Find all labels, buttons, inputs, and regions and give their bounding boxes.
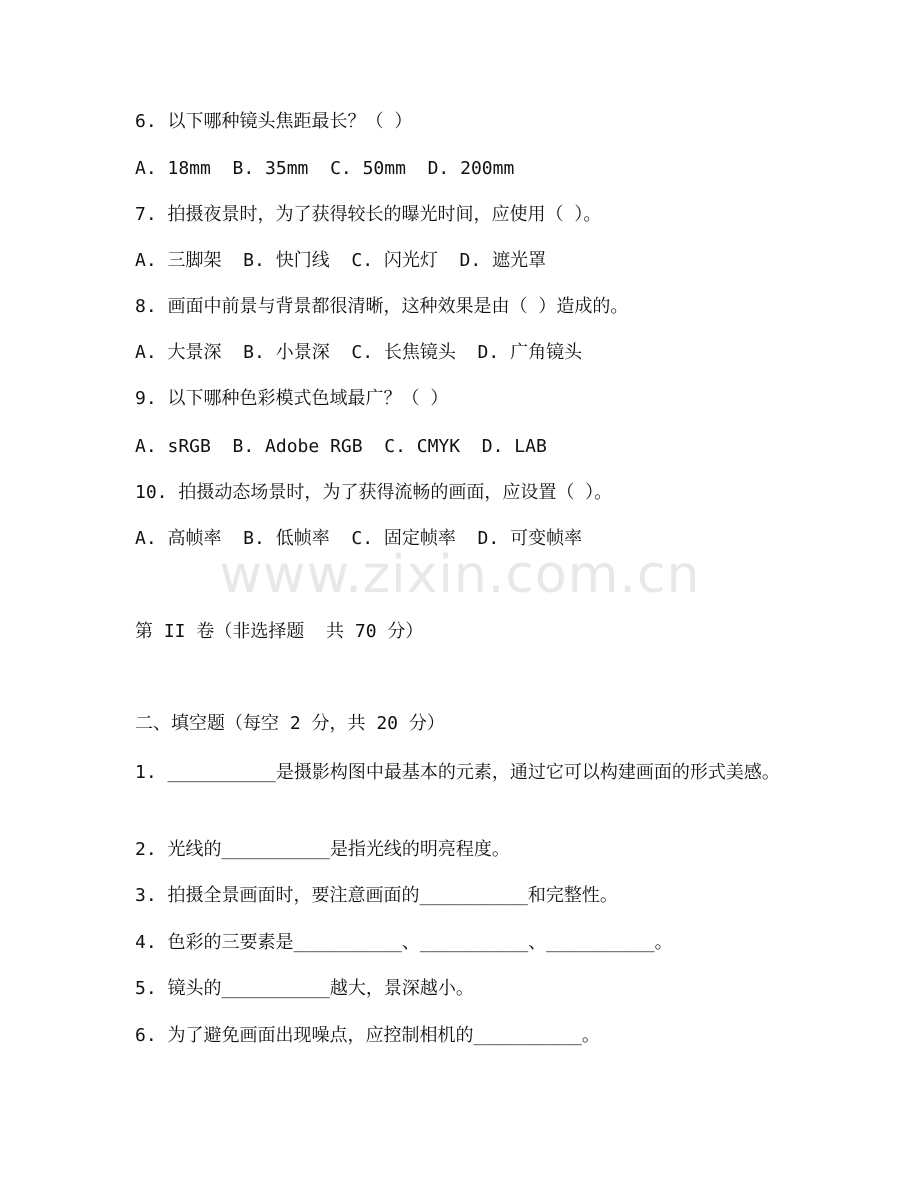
fill-section-title: 二、填空题（每空 2 分，共 20 分） bbox=[135, 713, 445, 734]
question-6: 6. 以下哪种镜头焦距最长？（ ） bbox=[135, 111, 413, 132]
options-8: A. 大景深 B. 小景深 C. 长焦镜头 D. 广角镜头 bbox=[135, 342, 583, 363]
fill-question-1: 1. __________是摄影构图中最基本的元素，通过它可以构建画面的形式美感。 bbox=[135, 762, 780, 783]
question-9: 9. 以下哪种色彩模式色域最广？（ ） bbox=[135, 388, 449, 409]
options-9: A. sRGB B. Adobe RGB C. CMYK D. LAB bbox=[135, 436, 547, 457]
options-7: A. 三脚架 B. 快门线 C. 闪光灯 D. 遮光罩 bbox=[135, 250, 547, 271]
question-7: 7. 拍摄夜景时，为了获得较长的曝光时间，应使用（ ）。 bbox=[135, 204, 602, 225]
question-8: 8. 画面中前景与背景都很清晰，这种效果是由（ ）造成的。 bbox=[135, 296, 629, 317]
question-10: 10. 拍摄动态场景时，为了获得流畅的画面，应设置（ ）。 bbox=[135, 482, 613, 503]
fill-question-4: 4. 色彩的三要素是__________、__________、__________。 bbox=[135, 932, 673, 953]
options-10: A. 高帧率 B. 低帧率 C. 固定帧率 D. 可变帧率 bbox=[135, 528, 583, 549]
part2-title: 第 II 卷（非选择题 共 70 分） bbox=[135, 621, 424, 642]
fill-question-3: 3. 拍摄全景画面时，要注意画面的__________和完整性。 bbox=[135, 885, 618, 906]
options-6: A. 18mm B. 35mm C. 50mm D. 200mm bbox=[135, 158, 515, 179]
fill-question-5: 5. 镜头的__________越大，景深越小。 bbox=[135, 978, 474, 999]
fill-question-2: 2. 光线的__________是指光线的明亮程度。 bbox=[135, 839, 510, 860]
watermark: www.zixin.com.cn bbox=[219, 545, 701, 605]
fill-question-6: 6. 为了避免画面出现噪点，应控制相机的__________。 bbox=[135, 1025, 600, 1046]
